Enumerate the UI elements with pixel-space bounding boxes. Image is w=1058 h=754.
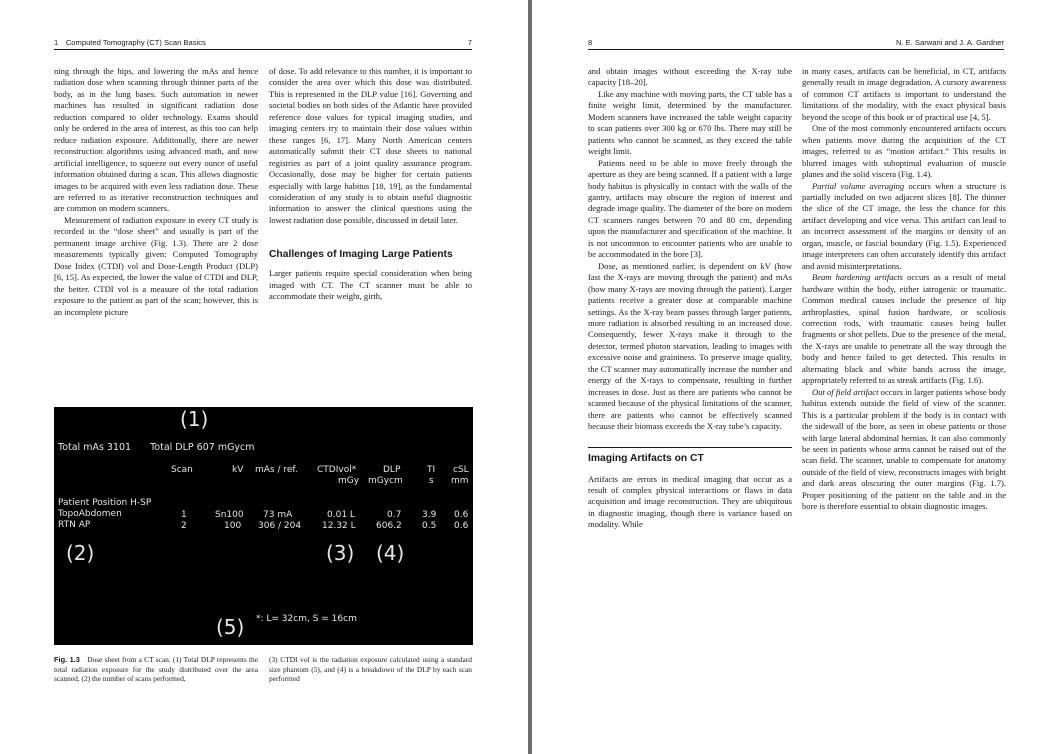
caption-text: Dose sheet from a CT scan. (1) Total DLP represents the total radiation exposure for the study distributed over the area scanned, (2) the number of scans performed, bbox=[54, 655, 258, 684]
ctdivol-value: 12.32 L bbox=[322, 521, 356, 531]
column-header-scan: Scan bbox=[171, 465, 193, 475]
chapter-title: 1 Computed Tomography (CT) Scan Basics bbox=[54, 38, 206, 47]
paragraph: Larger patients require special consideration when being imaged with CT. The CT scanner must be able to accommodate their weight, girth, bbox=[269, 268, 472, 302]
paragraph: One of the most commonly encountered artifacts occurs when patients move during the acquisition of the CT images, referred to as “motion artifact.” This results in blurred images with suboptimal evaluation of muscle planes and the solid viscera (Fig. 1.4). bbox=[802, 123, 1006, 180]
column-header-ctdivol: CTDIvol* bbox=[317, 465, 357, 475]
term: Beam hardening artifacts bbox=[812, 272, 903, 283]
csl-value: 0.6 bbox=[454, 510, 469, 520]
scan-number: 2 bbox=[181, 521, 187, 531]
left-column-1 bbox=[54, 66, 258, 318]
column-header-csl: cSL bbox=[453, 465, 469, 475]
page-number: 8 bbox=[588, 38, 593, 47]
figure-caption-col2: (3) CTDI vol is the radiation exposure calculated using a standard size phantom (5), and (4) is a breakdown of the DLP by each scan performed bbox=[269, 655, 472, 684]
dlp-value: 606.2 bbox=[376, 521, 402, 531]
column-header-dlp: DLP bbox=[383, 465, 401, 475]
paragraph: Patients need to be able to move freely through the aperture as they are being scanned. If a patient with a large body habitus is physically in contact with the walls of the gantry, artifacts may obscure the region of interest and degrade image quality. The diameter of the bore on modern CT scanners ranges between 70 and 80 cm, depending upon the manufacturer and specification of the machine. It is not uncommon to encounter patients who are unable to be accommodated in the bore [3]. bbox=[588, 157, 792, 260]
paragraph: Partial volume averaging occurs when a structure is partially included on two adjacent slices [8]. The thinner the slice of the CT image, the less the chance for this artifact developing and vice versa. This artifact can lead to an incorrect assessment of the margins or density of an organ, muscle, or fascial boundary (Fig. 1.5). Experienced image interpreters can often accurately identify this artifact and avoid misinterpretations. bbox=[802, 180, 1007, 271]
ti-value: 0.5 bbox=[422, 521, 437, 531]
csl-unit: mm bbox=[451, 476, 469, 486]
ti-unit: s bbox=[429, 476, 434, 486]
left-running-head bbox=[54, 37, 472, 50]
dose-totals: Total mAs 3101 Total DLP 607 mGycm bbox=[58, 442, 255, 453]
right-column-1 bbox=[588, 66, 792, 531]
right-column-2 bbox=[802, 66, 1006, 513]
column-header-mas: mAs / ref. bbox=[255, 465, 298, 475]
scan-number: 1 bbox=[181, 510, 187, 520]
dose-sheet-figure bbox=[54, 407, 473, 645]
scan-row-name: RTN AP bbox=[58, 520, 91, 530]
term: Partial volume averaging bbox=[812, 180, 905, 191]
figure-label-1: (1) bbox=[180, 407, 209, 431]
right-page bbox=[532, 0, 1058, 754]
csl-value: 0.6 bbox=[454, 521, 469, 531]
section-heading: Imaging Artifacts on CT bbox=[588, 452, 704, 464]
paragraph: Like any machine with moving parts, the CT table has a finite weight limit, determined by the manufacturer. Modern scanners have increased the table weight capacity to scan patients over 300 kg or 670 lbs. There may still be patients who cannot be scanned, as they exceed the table weight limit. bbox=[588, 88, 792, 157]
paragraph: Artifacts are errors in medical imaging that occur as a result of complex physical interactions or flaws in data acquisition and image reconstruction. They are ubiquitous in diagnostic imaging, though there is variance based on modality. While bbox=[588, 473, 792, 530]
phantom-footnote: *: L= 32cm, S = 16cm bbox=[256, 614, 357, 624]
ctdivol-unit: mGy bbox=[338, 476, 360, 486]
mas-value: 306 / 204 bbox=[258, 521, 302, 531]
paragraph: in many cases, artifacts can be beneficial, in CT, artifacts generally result in image degradation. A cursory awareness of common CT artifacts is important to understand the limitations of the modality, with the exact physical basis beyond the scope of this book or of practical use [4, 5]. bbox=[802, 66, 1006, 122]
ctdivol-value: 0.01 L bbox=[327, 510, 355, 520]
paragraph: and obtain images without exceeding the X-ray tube capacity [18–20]. bbox=[588, 66, 792, 88]
kv-value: Sn100 bbox=[215, 510, 244, 520]
author-names: N. E. Sarwani and J. A. Gardner bbox=[895, 38, 1004, 47]
figure-label-2: (2) bbox=[66, 541, 95, 565]
page-number: 7 bbox=[467, 38, 472, 47]
term: Out of field artifact bbox=[812, 386, 879, 397]
caption-label: Fig. 1.3 bbox=[54, 655, 80, 664]
paragraph: Measurement of radiation exposure in every CT study is recorded in the “dose sheet” and usually is part of the permanent image archive (Fig. 1.3). There are 2 dose measurements typically given: Computed Tomography Dose Index (CTDI) vol and Dose-Length Product (DLP) [6, 15]. As expected, the lower the value of CTDI and DLP, the better. CTDI vol is a measure of the total radiation exposure to the patient as part of the scan; however, this is an incomplete picture bbox=[54, 214, 258, 317]
mas-value: 73 mA bbox=[263, 510, 293, 520]
right-running-head bbox=[588, 37, 1004, 50]
paragraph: Dose, as mentioned earlier, is dependent on kV (how fast the X-rays are moving through the patient) and mAs (how many X-rays are moving through the patient). Larger patients receive a greater dose at comparable machine settings. As the X-ray beam passes through larger patients, more radiation is absorbed resulting in an increased dose. Consequently, fewer X-rays make it through to the detector, termed photon starvation, leading to images with excessive noise and graininess. To preserve image quality, the CT scanner may automatically increase the number and energy of the X-rays to compensate, resulting in further increases in dose. Just as there are patients who cannot be scanned because of the physical limitations of the scanner, there are patients who cannot be effectively scanned because their biomass exceeds the X-ray tube’s capacity. bbox=[588, 260, 792, 432]
figure-label-5: (5) bbox=[216, 615, 245, 639]
left-page bbox=[0, 0, 528, 754]
left-column-2 bbox=[269, 66, 472, 303]
column-header-kv: kV bbox=[232, 465, 244, 475]
column-header-ti: TI bbox=[427, 465, 436, 475]
paragraph: Out of field artifact occurs in larger patients whose body habitus extends outside the field of view of the scanner. This is a particular problem if the body is in contact with the sidewall of the bore, as seen in obese patients or those with large lateral abdominal hernias. It can also commonly be seen in patients whose arms cannot be raised out of the scan field. The scanner, unable to compensate for anatomy outside of the field of view, reconstructs images with bright and dark areas obscuring the outer margins (Fig. 1.7). Proper positioning of the patient on the table and in the bore is therefore essential to obtain diagnostic images. bbox=[802, 386, 1006, 512]
paragraph: Beam hardening artifacts occurs as a result of metal hardware within the body, either iatrogenic or traumatic. Common medical causes include the presence of hip arthroplasties, spinal fusion hardware, or scoliosis correction rods, with traumatic causes being bullet fragments or shot pellets. Due to the presence of the metal, the X-rays are unable to penetrate all the way through the body and hence failed to get detected. This results in alternating black and white bands across the image, appropriately referred to as streak artifacts (Fig. 1.6). bbox=[802, 272, 1006, 386]
kv-value: 100 bbox=[224, 521, 242, 531]
figure-caption-col1 bbox=[54, 655, 258, 684]
paragraph: ning through the hips, and lowering the mAs and hence radiation dose when scanning through thinner parts of the body, as in the lung bases. Such automation in newer machines has resulted in significant radiation dose reduction compared to older technology. Exams should only be ordered in the area of interest, as this too can help reduce radiation exposure. Additionally, there are newer reconstruction algorithms using advanced math, and now artificial intelligence, to squeeze out every ounce of useful information obtained during a scan. This allows diagnostic images to be acquired with even less radiation dose. These are referred to as iterative reconstruction techniques and are common on modern scanners. bbox=[54, 66, 258, 214]
figure-label-4: (4) bbox=[376, 541, 405, 565]
dlp-value: 0.7 bbox=[387, 510, 402, 520]
figure-label-3: (3) bbox=[326, 541, 355, 565]
paragraph: of dose. To add relevance to this number, it is important to consider the area over which this dose was distributed. This is represented in the DLP value [16]. Governing and societal bodies on both sides of the Atlantic have provided reference dose values for typical imaging studies, and imaging centers try to maintain their dose values within these ranges [6, 17]. Many North American centers automatically submit their CT dose sheets to national registries as part of a joint quality assurance program. Occasionally, dose may be higher for certain patients especially with large habitus [18, 19], as the fundamental consideration of any study is to obtain useful diagnostic information to answer the clinical questions using the lowest radiation dose possible, discussed in detail later. bbox=[269, 66, 472, 225]
scan-row-name: TopoAbdomen bbox=[58, 509, 122, 519]
patient-position: Patient Position H-SP bbox=[58, 498, 152, 508]
ti-value: 3.9 bbox=[422, 510, 437, 520]
dlp-unit: mGycm bbox=[368, 476, 403, 486]
section-heading: Challenges of Imaging Large Patients bbox=[269, 249, 453, 261]
